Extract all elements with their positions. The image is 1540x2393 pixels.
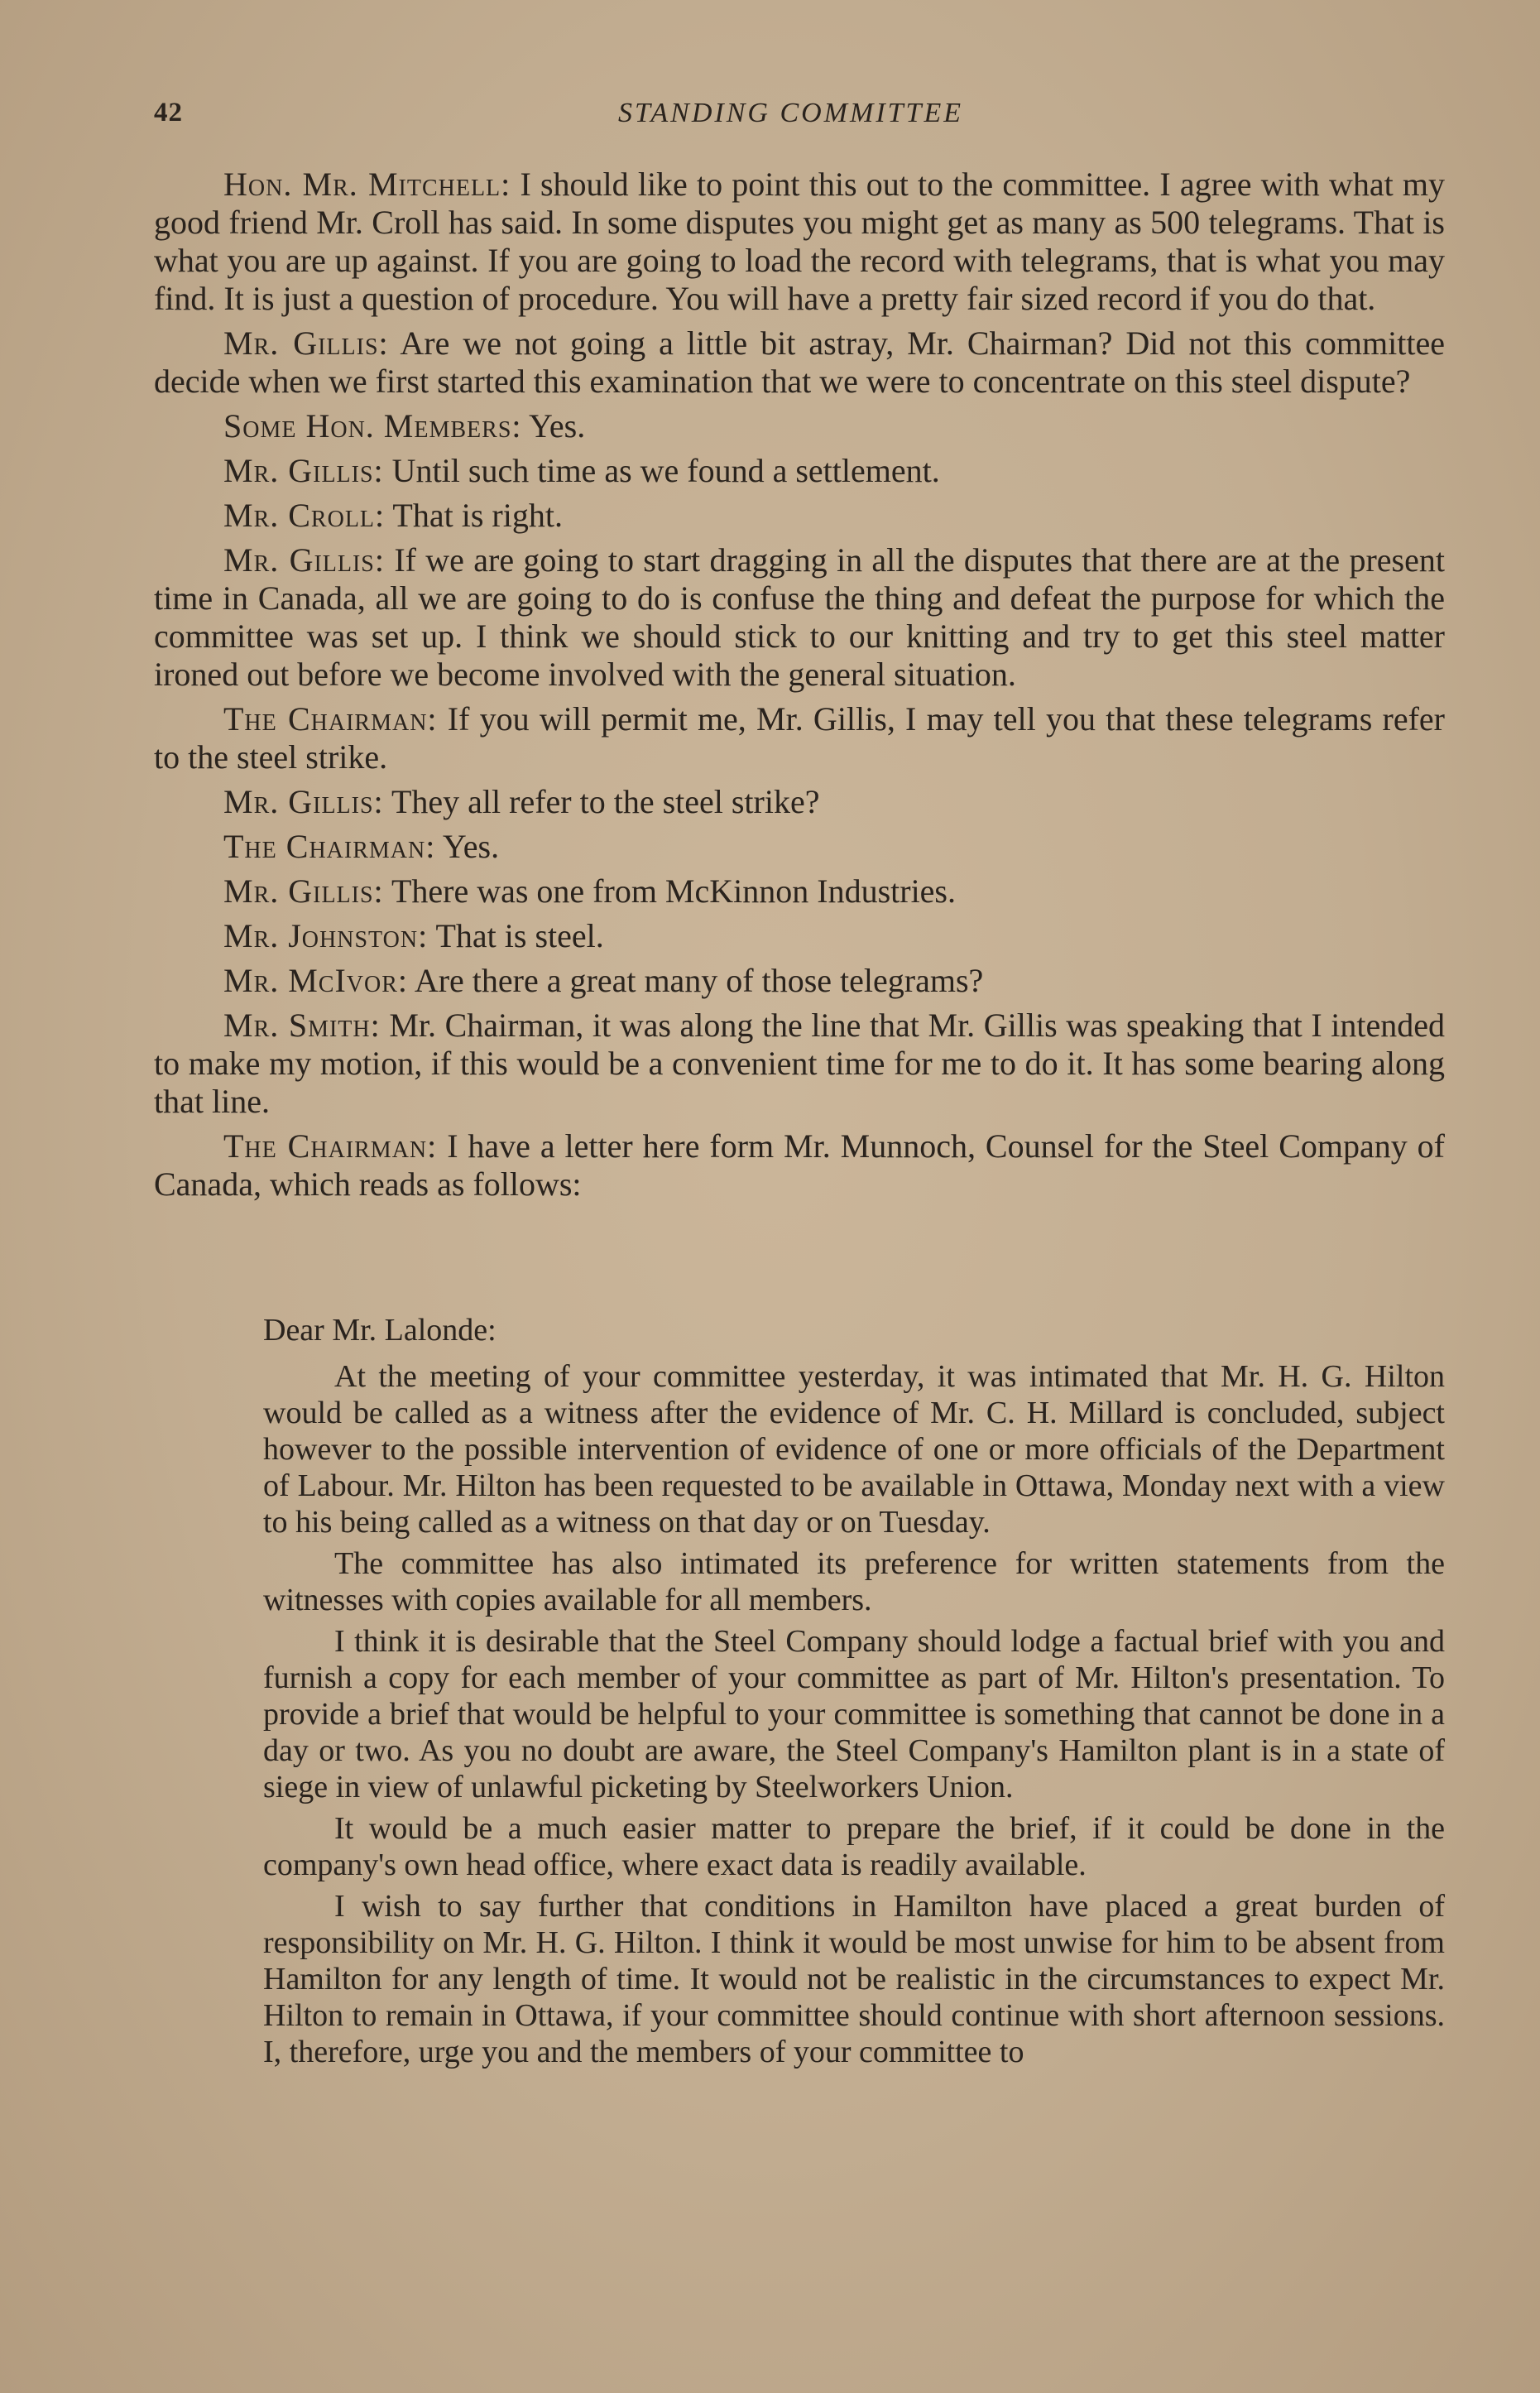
speech-text: That is right.: [385, 497, 563, 534]
transcript-paragraph: [154, 166, 1445, 318]
transcript-paragraph: [154, 828, 1445, 866]
speaker-name: Mr. Gillis:: [223, 324, 389, 362]
letter-paragraph: At the meeting of your committee yesterday, it was intimated that Mr. H. G. Hilton would be called as a witness after the evidence of Mr. C. H. Millard is concluded, subject however to the possible intervention of evidence of one or more officials of the Department of Labour. Mr. Hilton has been requested to be available in Ottawa, Monday next with a view to his being called as a witness on that day or on Tuesday.: [263, 1359, 1445, 1540]
speaker-name: Mr. Croll:: [223, 497, 386, 534]
speaker-name: Mr. McIvor:: [223, 962, 409, 999]
speech-text: Yes.: [521, 407, 586, 444]
transcript-paragraph: [154, 497, 1445, 535]
transcript-paragraph: [154, 783, 1445, 821]
speech-text: If we are going to start dragging in all the disputes that there are at the present time in Canada, all we are going to do is confuse the thing and defeat the purpose for which the committee was set up. I think we should stick to our knitting and try to get this steel matter ironed out before we become involved with the general situation.: [154, 541, 1445, 693]
transcript-paragraph: [154, 452, 1445, 490]
running-head: STANDING COMMITTEE: [618, 98, 963, 128]
speaker-name: Mr. Gillis:: [223, 872, 384, 910]
speech-text: I should like to point this out to the committee. I agree with what my good friend Mr. Croll has said. In some disputes you might get as many as 500 telegrams. That is what you are up against. If you are going to load the record with telegrams, that is what you may find. It is just a question of procedure. You will have a pretty fair sized record if you do that.: [154, 166, 1445, 317]
speaker-name: The Chairman:: [223, 828, 436, 865]
speaker-name: Mr. Smith:: [223, 1007, 381, 1044]
speech-text: They all refer to the steel strike?: [383, 783, 820, 820]
transcript-paragraph: [154, 962, 1445, 1000]
speaker-name: Mr. Gillis:: [223, 783, 384, 820]
transcript-paragraph: [154, 541, 1445, 694]
speaker-name: Some Hon. Members:: [223, 407, 522, 444]
letter-salutation: Dear Mr. Lalonde:: [263, 1313, 497, 1348]
speech-text: Are there a great many of those telegrams?: [408, 962, 984, 999]
letter-paragraph: The committee has also intimated its preference for written statements from the witnesses with copies available for all members.: [263, 1546, 1445, 1617]
transcript-paragraph: [154, 872, 1445, 911]
speaker-name: The Chairman:: [223, 1127, 438, 1165]
speaker-name: Mr. Gillis:: [223, 452, 384, 489]
transcript-paragraph: [154, 1127, 1445, 1204]
transcript-body: [154, 166, 1445, 1210]
speech-text: If you will permit me, Mr. Gillis, I may tell you that these telegrams refer to the steel strike.: [154, 700, 1445, 776]
speaker-name: Mr. Gillis:: [223, 541, 385, 579]
speech-text: Yes.: [435, 828, 500, 865]
speaker-name: Mr. Johnston:: [223, 917, 429, 954]
speech-text: There was one from McKinnon Industries.: [383, 872, 956, 910]
page-number: 42: [154, 98, 183, 127]
transcript-paragraph: [154, 917, 1445, 955]
speech-text: I have a letter here form Mr. Munnoch, Counsel for the Steel Company of Canada, which reads as follows:: [154, 1127, 1445, 1203]
transcript-paragraph: [154, 407, 1445, 445]
letter-paragraph: I wish to say further that conditions in Hamilton have placed a great burden of responsibility on Mr. H. G. Hilton. I think it would be most unwise for him to be absent from Hamilton for any length of time. It would not be realistic in the circumstances to expect Mr. Hilton to remain in Ottawa, if your committee should continue with short afternoon sessions. I, therefore, urge you and the members of your committee to: [263, 1889, 1445, 2069]
letter-paragraph: I think it is desirable that the Steel Company should lodge a factual brief with you and furnish a copy for each member of your committee as part of Mr. Hilton's presentation. To provide a brief that would be helpful to your committee is something that cannot be done in a day or two. As you no doubt are aware, the Steel Company's Hamilton plant is in a state of siege in view of unlawful picketing by Steelworkers Union.: [263, 1624, 1445, 1804]
speech-text: Mr. Chairman, it was along the line that Mr. Gillis was speaking that I intended to make my motion, if this would be a convenient time for me to do it. It has some bearing along that line.: [154, 1007, 1445, 1120]
transcript-paragraph: [154, 700, 1445, 776]
transcript-paragraph: [154, 324, 1445, 401]
speech-text: That is steel.: [428, 917, 604, 954]
speaker-name: The Chairman:: [223, 700, 438, 738]
page-header: [154, 98, 1427, 141]
speech-text: Until such time as we found a settlement.: [383, 452, 940, 489]
quoted-letter: [263, 1312, 1445, 2075]
speaker-name: Hon. Mr. Mitchell:: [223, 166, 511, 203]
transcript-paragraph: [154, 1007, 1445, 1121]
speech-text: Are we not going a little bit astray, Mr. Chairman? Did not this committee decide when we first started this examination that we were to concentrate on this steel dispute?: [154, 324, 1446, 400]
letter-paragraph: It would be a much easier matter to prepare the brief, if it could be done in the company's own head office, where exact data is readily available.: [263, 1811, 1445, 1882]
